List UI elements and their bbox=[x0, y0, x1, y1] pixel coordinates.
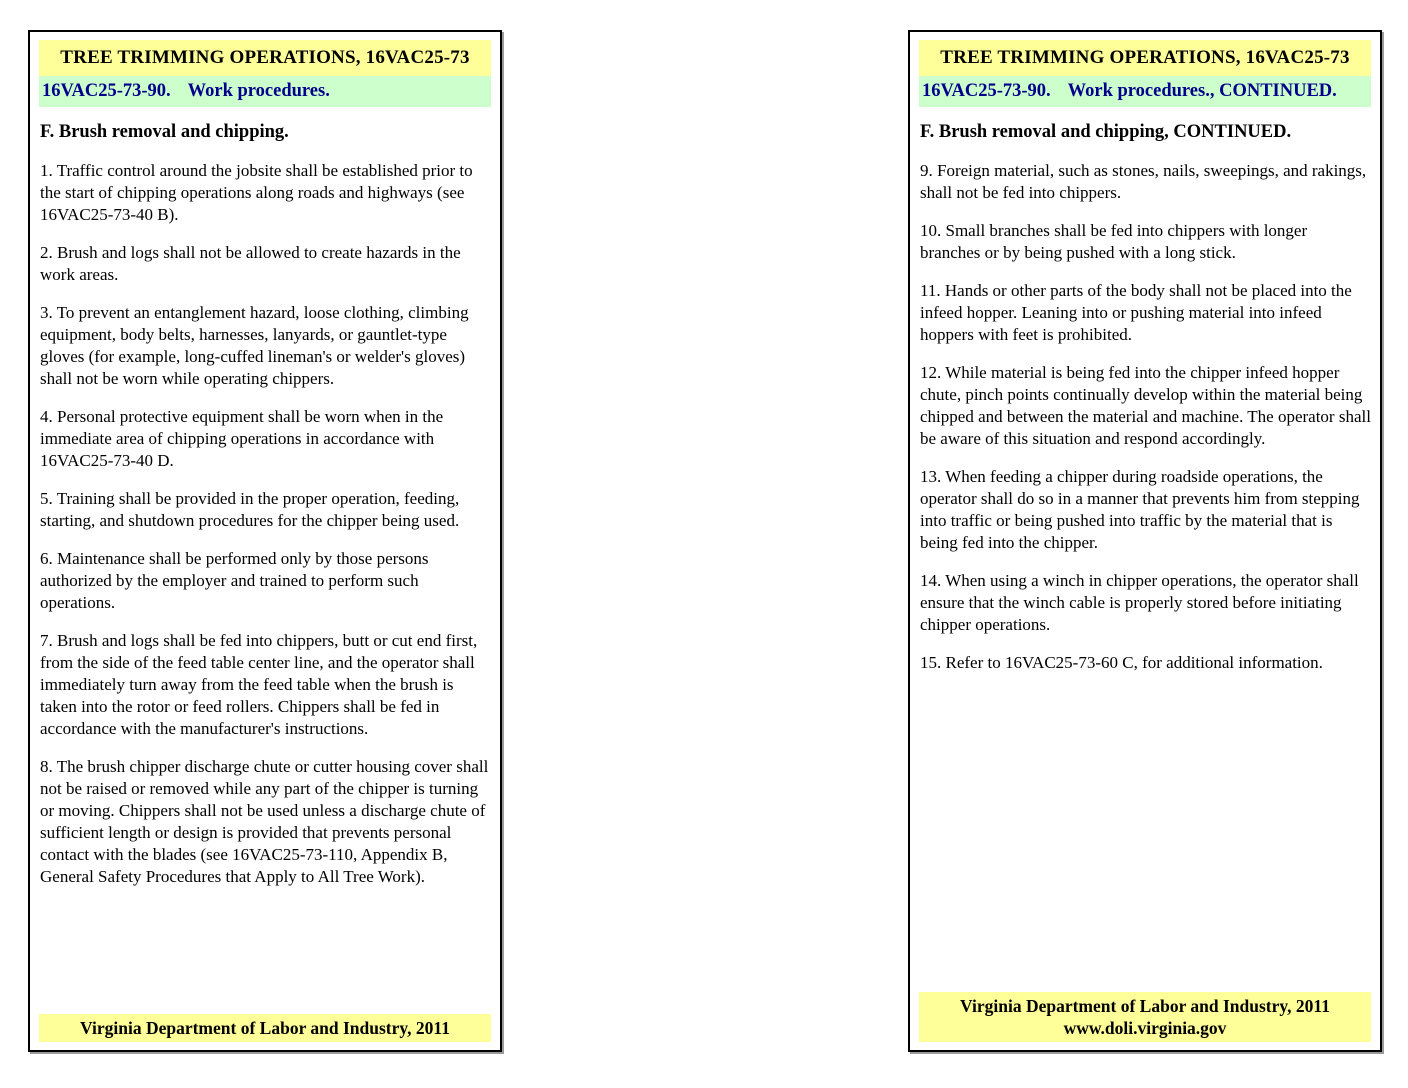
procedure-item: 12. While material is being fed into the chipper infeed hopper chute, pinch points continually develop within the material being chipped and between the material and machine. The operator shall be aware of this situation and respond accordingly. bbox=[920, 363, 1371, 448]
procedure-item: 8. The brush chipper discharge chute or cutter housing cover shall not be raised or removed while any part of the chipper is turning or moving. Chippers shall not be used unless a discharge chute of sufficient length or design is provided that prevents personal contact with the blades (see 16VAC25-73-110, Appendix B, General Safety Procedures that Apply to All Tree Work). bbox=[40, 757, 489, 886]
page-left-inner bbox=[30, 32, 500, 1050]
subsection-heading: F. Brush removal and chipping, CONTINUED. bbox=[920, 122, 1292, 142]
section-heading bbox=[39, 76, 491, 107]
page-right bbox=[908, 30, 1382, 1052]
procedure-item: 13. When feeding a chipper during roadside operations, the operator shall do so in a manner that prevents him from stepping into traffic or being pushed into traffic by the material that is being fed into the chipper. bbox=[920, 467, 1360, 552]
section-number: 16VAC25-73-90. bbox=[42, 81, 171, 101]
footer bbox=[919, 992, 1371, 1042]
procedure-item: 5. Training shall be provided in the proper operation, feeding, starting, and shutdown procedures for the chipper being used. bbox=[40, 489, 460, 530]
procedure-item: 15. Refer to 16VAC25-73-60 C, for additional information. bbox=[920, 653, 1323, 672]
section-heading bbox=[919, 76, 1371, 107]
page-title: TREE TRIMMING OPERATIONS, 16VAC25-73 bbox=[39, 40, 491, 76]
procedure-item: 10. Small branches shall be fed into chippers with longer branches or by being pushed with a long stick. bbox=[920, 221, 1308, 262]
page-title: TREE TRIMMING OPERATIONS, 16VAC25-73 bbox=[919, 40, 1371, 76]
procedure-item: 2. Brush and logs shall not be allowed to create hazards in the work areas. bbox=[40, 243, 461, 284]
footer-line: www.doli.virginia.gov bbox=[1063, 1018, 1227, 1038]
procedure-item: 4. Personal protective equipment shall be worn when in the immediate area of chipping operations in accordance with 16VAC25-73-40 D. bbox=[40, 407, 444, 470]
procedure-item: 6. Maintenance shall be performed only by those persons authorized by the employer and trained to perform such operations. bbox=[40, 549, 429, 612]
footer-line: Virginia Department of Labor and Industry, 2011 bbox=[960, 996, 1330, 1016]
procedure-item: 14. When using a winch in chipper operations, the operator shall ensure that the winch cable is properly stored before initiating chipper operations. bbox=[920, 571, 1359, 634]
procedure-list bbox=[919, 160, 1371, 690]
section-title: Work procedures. bbox=[187, 81, 330, 101]
subsection-heading: F. Brush removal and chipping. bbox=[40, 122, 289, 142]
procedure-item: 11. Hands or other parts of the body shall not be placed into the infeed hopper. Leaning into or pushing material into infeed hoppers with feet is prohibited. bbox=[920, 281, 1352, 344]
section-title: Work procedures., CONTINUED. bbox=[1067, 81, 1337, 101]
procedure-item: 3. To prevent an entanglement hazard, loose clothing, climbing equipment, body belts, harnesses, lanyards, or gauntlet-type gloves (for example, long-cuffed lineman's or welder's gloves) shall not be worn while operating chippers. bbox=[40, 303, 469, 388]
procedure-item: 1. Traffic control around the jobsite shall be established prior to the start of chipping operations along roads and highways (see 16VAC25-73-40 B). bbox=[40, 161, 473, 224]
procedure-item: 9. Foreign material, such as stones, nails, sweepings, and rakings, shall not be fed into chippers. bbox=[920, 161, 1367, 202]
procedure-list bbox=[39, 160, 491, 904]
section-number: 16VAC25-73-90. bbox=[922, 81, 1051, 101]
page-right-inner bbox=[910, 32, 1380, 1050]
footer bbox=[39, 1014, 491, 1042]
procedure-item: 7. Brush and logs shall be fed into chippers, butt or cut end first, from the side of the feed table center line, and the operator shall immediately turn away from the feed table when the brush is taken into the rotor or feed rollers. Chippers shall be fed in accordance with the manufacturer's instructions. bbox=[40, 631, 478, 738]
page-left bbox=[28, 30, 502, 1052]
footer-line: Virginia Department of Labor and Industry, 2011 bbox=[80, 1018, 450, 1038]
